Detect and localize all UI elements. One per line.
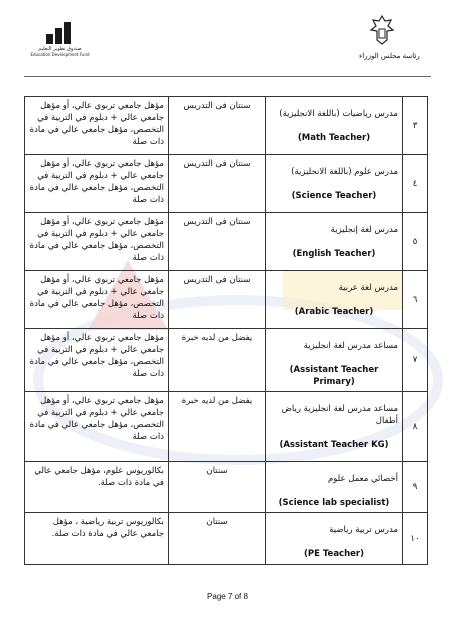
- row-number: ٥: [403, 213, 428, 271]
- qualification-cell: مؤهل جامعي تربوي عالي، أو مؤهل جامعي عالي + دبلوم في التربية في التخصص، مؤهل جامعي عالي في مادة ذات صلة: [25, 392, 169, 462]
- job-title-cell: [266, 392, 403, 462]
- qualification-cell: بكالوريوس علوم، مؤهل جامعي عالي في مادة ذات صلة.: [25, 462, 169, 513]
- row-number: ٣: [403, 97, 428, 155]
- row-number: ٩: [403, 462, 428, 513]
- row-number: ٤: [403, 155, 428, 213]
- education-fund-logo: [28, 22, 92, 57]
- table-row: [25, 513, 428, 565]
- row-number: ٧: [403, 329, 428, 392]
- cabinet-name: رئاسة مجلس الوزراء: [359, 52, 420, 60]
- fund-name-en: Education Development Fund: [30, 52, 90, 57]
- experience-cell: سنتان: [169, 462, 266, 513]
- experience-cell: يفضل من لديه خبرة: [169, 392, 266, 462]
- job-title-ar: مدرس لغة عربية: [338, 283, 398, 293]
- table-row: [25, 329, 428, 392]
- job-title-cell: [266, 329, 403, 392]
- qualification-cell: مؤهل جامعي تربوي عالي، أو مؤهل جامعي عالي + دبلوم في التربية في التخصص، مؤهل جامعي عالي في مادة ذات صلة: [25, 155, 169, 213]
- job-title-cell: [266, 462, 403, 513]
- jobs-table: [24, 96, 428, 565]
- job-title-cell: [266, 155, 403, 213]
- job-title-cell: [266, 97, 403, 155]
- job-title-en: (Math Teacher): [297, 133, 371, 143]
- header-divider: [24, 76, 431, 77]
- job-title-en: (English Teacher): [292, 249, 376, 259]
- job-title-en: (PE Teacher): [304, 549, 364, 559]
- fund-logo-icon: [40, 22, 80, 44]
- table-row: [25, 155, 428, 213]
- job-title-en: (Science lab specialist): [278, 498, 390, 508]
- job-title-cell: [266, 513, 403, 565]
- experience-cell: سنتان فى التدريس: [169, 97, 266, 155]
- table-row: [25, 271, 428, 329]
- experience-cell: سنتان فى التدريس: [169, 213, 266, 271]
- job-title-ar: مساعد مدرس لغة انجليزية رياض أطفال: [281, 404, 398, 426]
- row-number: ٨: [403, 392, 428, 462]
- qualification-cell: مؤهل جامعي تربوي عالي، أو مؤهل جامعي عالي + دبلوم في التربية في التخصص، مؤهل جامعي عالي في مادة ذات صلة: [25, 329, 169, 392]
- job-title-ar: مدرس علوم (باللغة الانجليزية): [291, 167, 398, 177]
- job-title-ar: مدرس تربية رياضية: [329, 525, 398, 535]
- experience-cell: سنتان فى التدريس: [169, 271, 266, 329]
- job-title-ar: مساعد مدرس لغة انجليزية: [303, 341, 398, 351]
- table-row: [25, 97, 428, 155]
- qualification-cell: بكالوريوس تربية رياضية ، مؤهل جامعي عالي في مادة ذات صلة.: [25, 513, 169, 565]
- eagle-emblem-icon: [369, 14, 395, 48]
- qualification-cell: مؤهل جامعي تربوي عالي، أو مؤهل جامعي عالي + دبلوم في التربية في التخصص، مؤهل جامعي عالي في مادة ذات صلة: [25, 97, 169, 155]
- table-row: [25, 392, 428, 462]
- experience-cell: سنتان: [169, 513, 266, 565]
- row-number: ١٠: [403, 513, 428, 565]
- qualification-cell: مؤهل جامعي تربوي عالي، أو مؤهل جامعي عالي + دبلوم في التربية في التخصص، مؤهل جامعي عالي في مادة ذات صلة: [25, 271, 169, 329]
- fund-name-ar: صندوق تطوير التعليم: [38, 46, 82, 52]
- table-row: [25, 462, 428, 513]
- table-row: [25, 213, 428, 271]
- page-number: Page 7 of 8: [207, 592, 248, 601]
- job-title-en: (Arabic Teacher): [294, 307, 374, 317]
- cabinet-logo: [359, 14, 420, 60]
- job-title-ar: أخصائي معمل علوم: [328, 474, 398, 484]
- job-title-cell: [266, 271, 403, 329]
- job-title-en: (Assistant Teacher Primary): [289, 365, 379, 387]
- job-title-cell: [266, 213, 403, 271]
- experience-cell: يفضل من لديه خبرة: [169, 329, 266, 392]
- job-title-ar: مدرس رياضيات (باللغة الانجليزية): [279, 109, 398, 119]
- qualification-cell: مؤهل جامعي تربوي عالي، أو مؤهل جامعي عالي + دبلوم في التربية في التخصص، مؤهل جامعي عالي في مادة ذات صلة: [25, 213, 169, 271]
- experience-cell: سنتان فى التدريس: [169, 155, 266, 213]
- page-header: [0, 0, 455, 80]
- row-number: ٦: [403, 271, 428, 329]
- job-title-en: (Assistant Teacher KG): [279, 440, 389, 450]
- job-title-ar: مدرس لغة إنجليزية: [330, 225, 398, 235]
- job-title-en: (Science Teacher): [291, 191, 377, 201]
